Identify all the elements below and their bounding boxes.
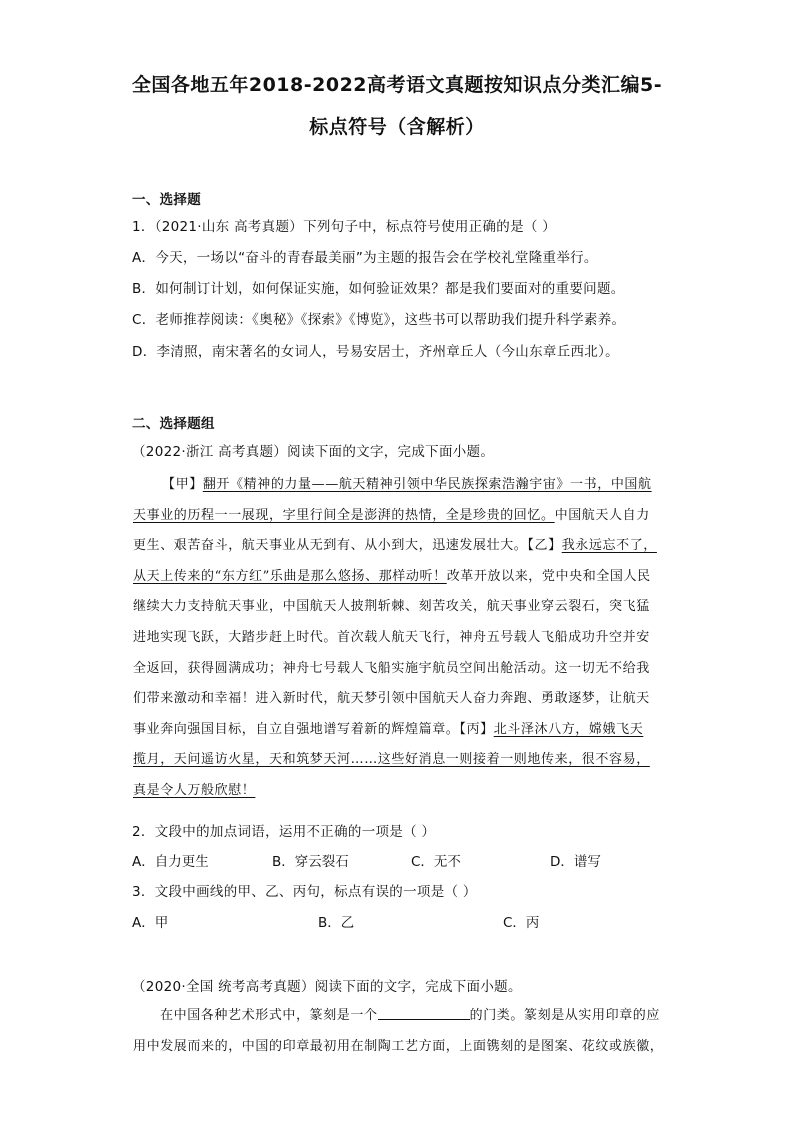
- fill-blank: [378, 1007, 470, 1020]
- q2-option-a: A．自力更生: [132, 854, 209, 870]
- passage1-intro: （2022·浙江 高考真题）阅读下面的文字，完成下面小题。: [132, 444, 495, 460]
- passage1-line: [133, 626, 673, 645]
- q1-option-b: B．如何制订计划，如何保证实施，如何验证效果？都是我们要面对的重要问题。: [132, 281, 625, 297]
- q3-option-a: A．甲: [132, 915, 169, 931]
- q1-stem: 1．（2021·山东 高考真题）下列句子中，标点符号使用正确的是（ ）: [132, 219, 557, 235]
- underlined-sentence: 天事业的历程一一展现，字里行间全是澎湃的热情，全是珍贵的回忆。: [133, 507, 555, 523]
- passage2-intro: （2020·全国 统考高考真题）阅读下面的文字，完成下面小题。: [132, 979, 522, 995]
- underlined-sentence: 从天上传来的“东方红”乐曲是那么悠扬、那样动听！: [133, 568, 447, 584]
- passage-text: 更生、艰苦奋斗，航天事业从无到有、从小到大，迅速发展壮大。【乙】: [133, 538, 562, 554]
- q2-option-d: D．谱写: [550, 854, 601, 870]
- q2-option-b: B．穿云裂石: [272, 854, 349, 870]
- passage2-line2: 用中发展而来的，中国的印章最初用在制陶工艺方面，上面镌刻的是图案、花纹或族徽，: [133, 1039, 664, 1054]
- passage1-line: [133, 748, 673, 767]
- underlined-sentence: 北斗泽沐八方，嫦娥飞天: [493, 721, 644, 737]
- passage-text: 全返回，获得圆满成功；神舟七号载人飞船实施宇航员空间出舱活动。这一切无不给我: [133, 660, 650, 676]
- q3-option-b: B．乙: [318, 915, 355, 931]
- underlined-sentence: 真是令人万般欣慰！: [133, 783, 256, 798]
- q3-option-c: C．丙: [503, 915, 540, 931]
- passage2-line1: [160, 1004, 700, 1023]
- passage1-line: [133, 779, 673, 798]
- section2-heading: 二、选择题组: [132, 416, 215, 432]
- passage1-line: [133, 534, 673, 553]
- passage-text: 改革开放以来，党中央和全国人民: [446, 568, 651, 584]
- passage1-line: [133, 657, 673, 676]
- passage2-line1-post: 的门类。篆刻是从实用印章的应: [469, 1008, 661, 1023]
- q1-option-a: A．今天，一场以“奋斗的青春最美丽”为主题的报告会在学校礼堂隆重举行。: [132, 250, 598, 266]
- section1-heading: 一、选择题: [132, 192, 201, 208]
- underlined-sentence: 揽月，天问遥访火星，天和筑梦天河……这些好消息一则接着一则地传来，很不容易，: [133, 752, 650, 768]
- passage-text: 们带来激动和幸福！进入新时代，航天梦引领中国航天人奋力奔跑、勇敢逐梦，让航天: [133, 691, 650, 707]
- q1-option-c: C．老师推荐阅读：《奥秘》《探索》《博览》，这些书可以帮助我们提升科学素养。: [132, 312, 626, 328]
- passage1-line: [133, 687, 673, 706]
- passage1-line: [133, 595, 673, 614]
- document-title-line2: 标点符号（含解析）: [309, 116, 485, 138]
- q1-option-d: D．李清照，南宋著名的女词人，号易安居士，齐州章丘人（今山东章丘西北）。: [132, 344, 619, 360]
- passage-text: 继续大力支持航天事业，中国航天人披荆斩棘、刻苦攻关，航天事业穿云裂石，突飞猛: [133, 599, 650, 615]
- passage1-line: [162, 473, 702, 492]
- q2-stem: 2．文段中的加点词语，运用不正确的一项是（ ）: [132, 824, 436, 840]
- q3-stem: 3．文段中画线的甲、乙、丙句，标点有误的一项是（ ）: [132, 884, 477, 900]
- passage-text: 【甲】: [162, 477, 203, 492]
- underlined-sentence: 翻开《精神的力量——航天精神引领中华民族探索浩瀚宇宙》一书，中国航: [202, 477, 652, 492]
- passage-text: 中国航天人自力: [554, 507, 650, 523]
- underlined-sentence: 我永远忘不了，: [561, 538, 657, 554]
- passage1-line: [133, 718, 673, 737]
- q2-option-c: C．无不: [411, 854, 461, 870]
- passage-text: 事业奔向强国目标，自立自强地谱写着新的辉煌篇章。【丙】: [133, 721, 494, 737]
- passage1-line: [133, 565, 673, 584]
- passage1-line: [133, 504, 673, 523]
- passage-text: 进地实现飞跃，大踏步赶上时代。首次载人航天飞行，神舟五号载人飞船成功升空并安: [133, 630, 650, 645]
- passage2-line1-pre: 在中国各种艺术形式中，篆刻是一个: [160, 1008, 378, 1023]
- document-title-line1: 全国各地五年2018-2022高考语文真题按知识点分类汇编5-: [131, 74, 663, 96]
